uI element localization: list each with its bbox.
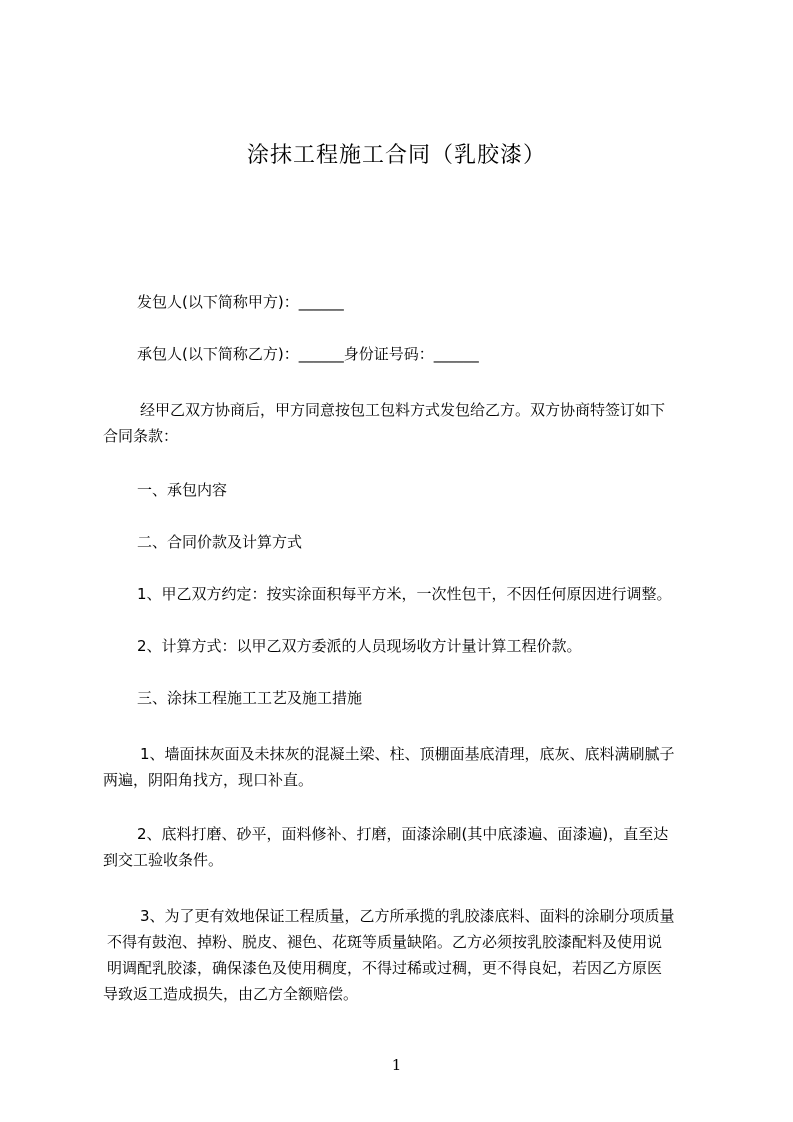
section-heading-1: 一、承包内容 xyxy=(137,481,228,499)
party-a-line: 发包人(以下简称甲方)：______ xyxy=(137,293,344,311)
clause-3-1-line-1: 1、墙面抹灰面及未抹灰的混凝土梁、柱、顶棚面基底清理，底灰、底料满刷腻子 xyxy=(140,745,675,763)
clause-2-1: 1、甲乙双方约定：按实涂面积每平方米，一次性包干，不因任何原因进行调整。 xyxy=(137,585,672,603)
party-b-line: 承包人(以下简称乙方)：______身份证号码：______ xyxy=(137,345,479,363)
clause-3-1 xyxy=(103,741,713,793)
intro-line-1: 经甲乙双方协商后，甲方同意按包工包料方式发包给乙方。双方协商特签订如下 xyxy=(140,401,666,419)
section-heading-3: 三、涂抹工程施工工艺及施工措施 xyxy=(137,689,363,707)
clause-3-3-line-2: 不得有鼓泡、掉粉、脱皮、褪色、花斑等质量缺陷。乙方必须按乳胶漆配料及使用说 xyxy=(107,933,663,951)
clause-3-2-line-1: 2、底料打磨、砂平，面料修补、打磨，面漆涂刷(其中底漆遍、面漆遍)，直至达 xyxy=(137,825,669,843)
clause-3-2-line-2: 到交工验收条件。 xyxy=(103,851,224,869)
intro-paragraph xyxy=(103,397,713,449)
clause-2-2: 2、计算方式：以甲乙双方委派的人员现场收方计量计算工程价款。 xyxy=(137,637,582,655)
page-number: 1 xyxy=(391,1056,402,1074)
clause-3-3-line-1: 3、为了更有效地保证工程质量，乙方所承揽的乳胶漆底料、面料的涂刷分项质量 xyxy=(140,907,675,925)
clause-3-3 xyxy=(103,903,713,1007)
section-heading-2: 二、合同价款及计算方式 xyxy=(137,533,303,551)
clause-3-3-line-3: 明调配乳胶漆，确保漆色及使用稠度，不得过稀或过稠，更不得良妃，若因乙方原医 xyxy=(107,959,663,977)
intro-line-2: 合同条款： xyxy=(103,427,179,445)
clause-3-2 xyxy=(103,821,713,873)
clause-3-3-line-4: 导致返工造成损失，由乙方全额赔偿。 xyxy=(103,985,359,1003)
document-title: 涂抹工程施工合同（乳胶漆） xyxy=(246,143,546,168)
clause-3-1-line-2: 两遍，阴阳角找方，现口补直。 xyxy=(103,771,314,789)
